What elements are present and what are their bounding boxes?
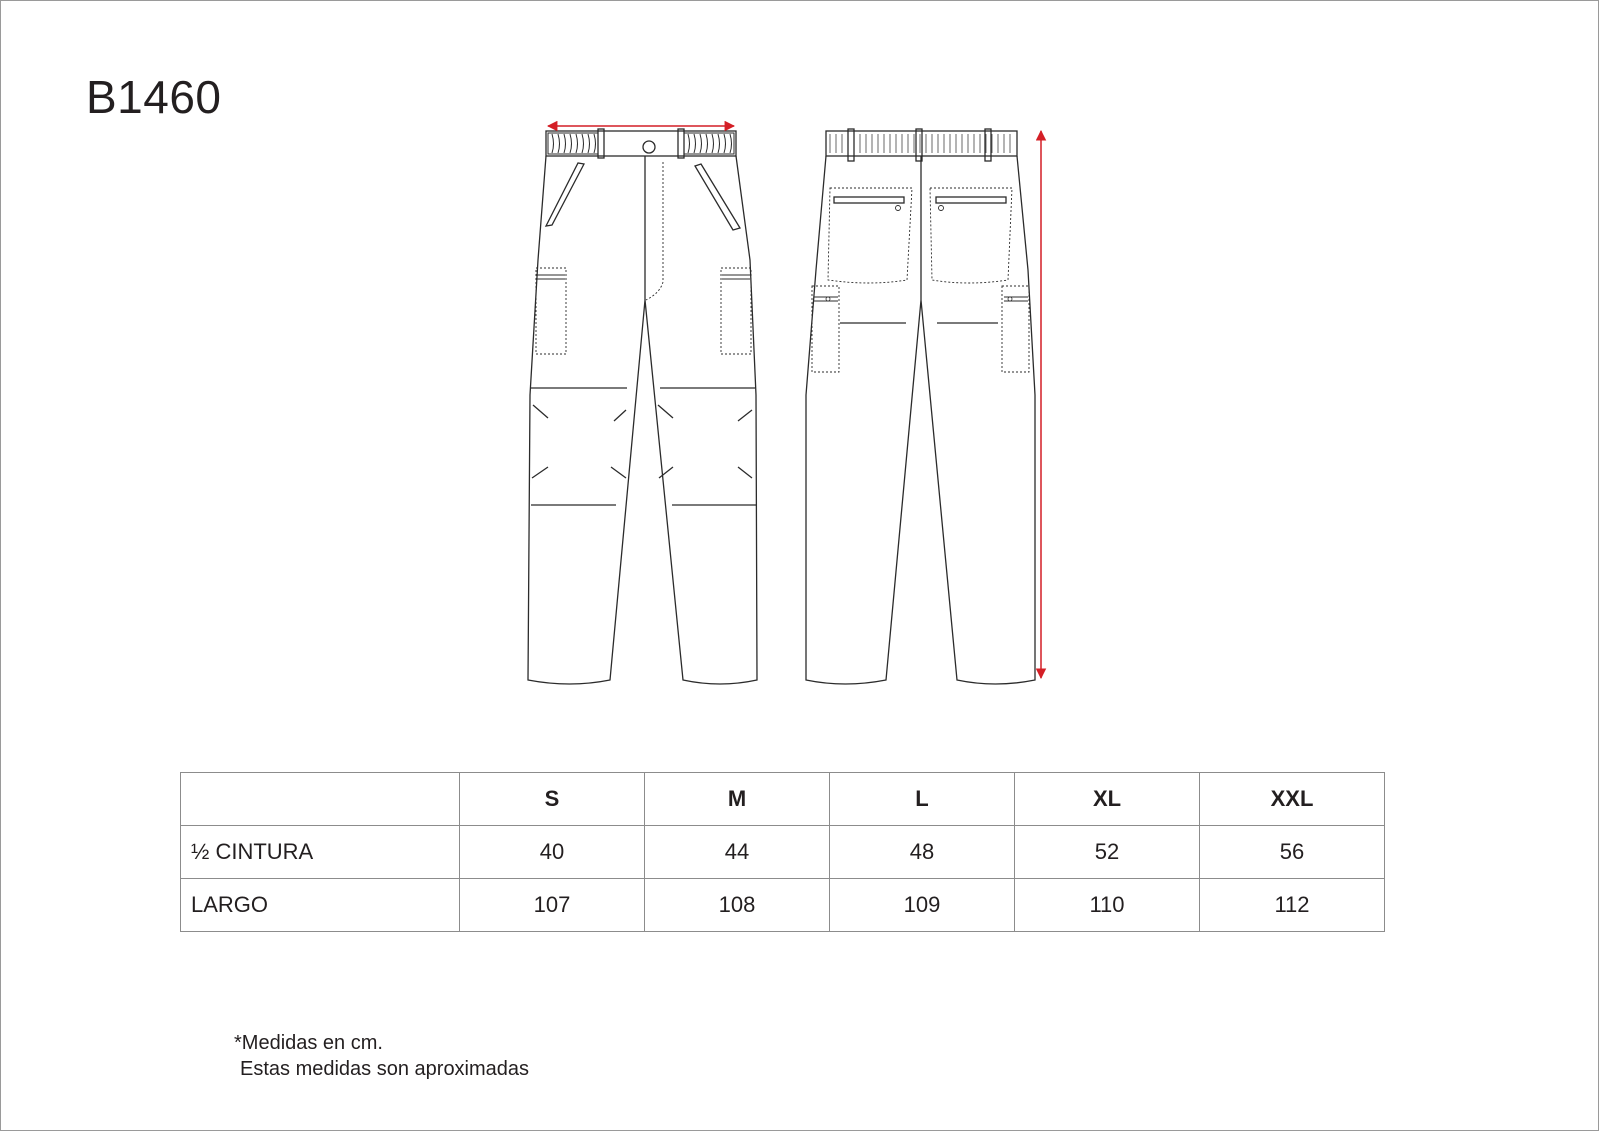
size-header: XXL [1200, 773, 1385, 826]
note-line-units: *Medidas en cm. [234, 1032, 383, 1054]
size-header: XL [1015, 773, 1200, 826]
product-code: B1460 [86, 71, 222, 123]
table-cell: 52 [1015, 826, 1200, 879]
table-row [181, 826, 1385, 879]
row-label: LARGO [181, 879, 460, 932]
table-cell: 44 [645, 826, 830, 879]
measurement-note [234, 1030, 529, 1082]
size-header: S [460, 773, 645, 826]
note-line-approx: Estas medidas son aproximadas [240, 1058, 530, 1080]
table-header-row [181, 773, 1385, 826]
table-cell: 109 [830, 879, 1015, 932]
table-cell: 40 [460, 826, 645, 879]
table-cell: 56 [1200, 826, 1385, 879]
table-cell: 107 [460, 879, 645, 932]
size-header: L [830, 773, 1015, 826]
waist-elastic-left [548, 133, 598, 154]
waist-elastic-right [684, 133, 734, 154]
size-header: M [645, 773, 830, 826]
row-label: ½ CINTURA [181, 826, 460, 879]
front-view [528, 129, 757, 684]
table-cell: 48 [830, 826, 1015, 879]
table-cell: 112 [1200, 879, 1385, 932]
table-cell: 108 [645, 879, 830, 932]
size-chart-table [180, 772, 1385, 932]
table-cell: 110 [1015, 879, 1200, 932]
table-corner-cell [181, 773, 460, 826]
back-view [806, 129, 1035, 684]
table-row [181, 879, 1385, 932]
